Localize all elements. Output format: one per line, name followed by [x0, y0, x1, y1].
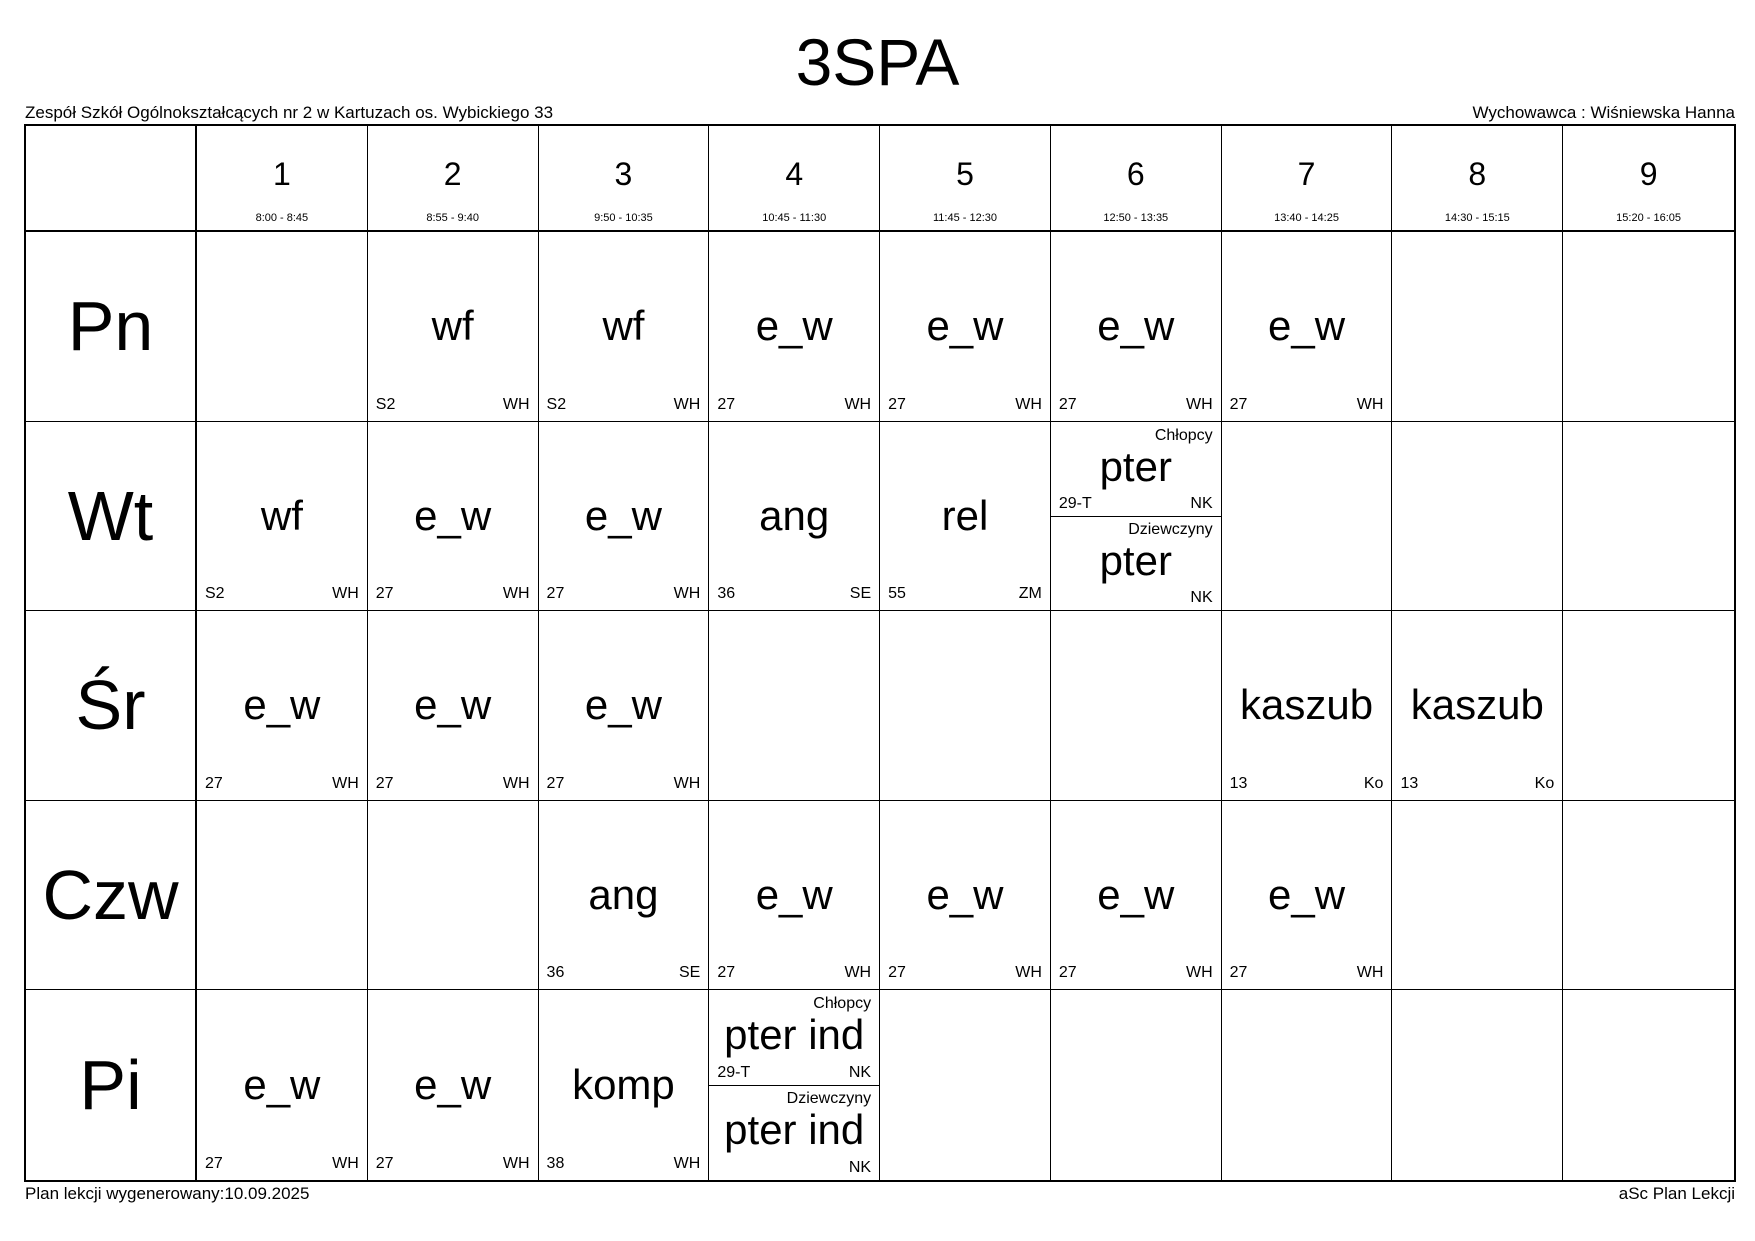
teacher-code: WH [844, 964, 872, 982]
lesson-cell [709, 422, 880, 612]
teacher-code: NK [848, 1159, 872, 1176]
subject: wf [431, 302, 474, 350]
teacher-code: WH [673, 1155, 701, 1172]
page-title: 3SPA [795, 25, 960, 99]
teacher-code: SE [678, 964, 701, 982]
lesson-cell [368, 232, 539, 422]
group-label: Chłopcy [1154, 426, 1213, 444]
day-label: Wt [67, 476, 154, 555]
empty-cell [1051, 611, 1222, 801]
period-header [1222, 126, 1393, 232]
app-credit: aSc Plan Lekcji [1618, 1184, 1735, 1203]
room: 27 [717, 964, 736, 982]
subject: e_w [1097, 871, 1175, 919]
empty-cell [197, 801, 368, 991]
subject: wf [260, 491, 303, 539]
room: 27 [375, 774, 394, 792]
subject: e_w [1268, 302, 1346, 350]
period-number: 5 [956, 156, 974, 192]
period-time: 8:00 - 8:45 [255, 212, 309, 224]
period-header [709, 126, 880, 232]
group-label: Dziewczyny [1128, 520, 1213, 538]
lesson-cell [539, 611, 710, 801]
lesson-cell [1222, 611, 1393, 801]
teacher-code: WH [502, 1155, 530, 1172]
period-time: 12:50 - 13:35 [1103, 212, 1169, 224]
teacher-code: WH [1186, 964, 1213, 982]
period-time: 10:45 - 11:30 [762, 212, 827, 224]
teacher-code: Ko [1363, 774, 1384, 792]
lesson-cell [197, 990, 368, 1180]
day-label: Pn [67, 287, 154, 366]
empty-cell [1392, 422, 1563, 612]
day-cell [26, 422, 197, 612]
subject: ang [588, 871, 659, 919]
lesson-cell [880, 422, 1051, 612]
period-number: 2 [443, 156, 462, 192]
empty-cell [368, 801, 539, 991]
teacher-code: WH [1356, 964, 1384, 982]
room: 27 [546, 585, 565, 603]
teacher-code: WH [502, 395, 530, 413]
room: 27 [888, 395, 906, 413]
teacher-code: WH [1015, 395, 1042, 413]
class-teacher: Wychowawca : Wiśniewska Hanna [1472, 103, 1735, 122]
empty-cell [1563, 232, 1734, 422]
lesson-cell [539, 232, 710, 422]
teacher-code: WH [502, 585, 530, 603]
timetable-grid [24, 124, 1736, 1182]
subject: kaszub [1410, 681, 1544, 729]
period-number: 6 [1126, 156, 1145, 192]
corner-cell [26, 126, 197, 232]
lesson-cell [1051, 801, 1222, 991]
teacher-code: WH [332, 774, 359, 792]
subject: e_w [926, 871, 1004, 919]
period-number: 8 [1468, 156, 1487, 192]
period-number: 4 [785, 156, 804, 192]
day-cell [26, 990, 197, 1180]
lesson-cell [1222, 232, 1393, 422]
lesson-cell [880, 232, 1051, 422]
lesson-cell [1051, 232, 1222, 422]
subject: e_w [755, 871, 833, 919]
room: S2 [375, 395, 396, 413]
period-header [1563, 126, 1734, 232]
room: 27 [375, 585, 394, 603]
day-cell [26, 801, 197, 991]
lesson-cell [368, 611, 539, 801]
group-lesson [709, 990, 879, 1086]
room: 27 [546, 774, 565, 792]
subject: e_w [1097, 302, 1175, 350]
teacher-code: ZM [1018, 585, 1042, 603]
subject: e_w [414, 491, 492, 539]
lesson-cell [539, 422, 710, 612]
teacher-code: SE [849, 585, 872, 603]
room: 27 [1058, 964, 1077, 982]
teacher-code: WH [1356, 395, 1384, 413]
lesson-cell [539, 990, 710, 1180]
room: 27 [205, 774, 223, 792]
teacher-code: WH [332, 1155, 359, 1172]
empty-cell [1563, 990, 1734, 1180]
room: 27 [1229, 395, 1248, 413]
subject: e_w [414, 681, 492, 729]
lesson-cell [368, 422, 539, 612]
period-header [539, 126, 710, 232]
room: 29-T [1058, 494, 1092, 512]
teacher-code: WH [1186, 395, 1213, 413]
room: 29-T [717, 1064, 751, 1082]
period-number: 3 [614, 156, 633, 192]
subject: pter ind [724, 1106, 865, 1154]
empty-cell [1563, 611, 1734, 801]
subject: e_w [414, 1061, 492, 1109]
subject: ang [759, 491, 830, 539]
room: 27 [717, 395, 736, 413]
empty-cell [1392, 801, 1563, 991]
empty-cell [880, 611, 1051, 801]
teacher-code: WH [673, 395, 701, 413]
subject: e_w [755, 302, 833, 350]
subject: e_w [1268, 871, 1346, 919]
teacher-code: Ko [1534, 774, 1555, 792]
room: 36 [717, 585, 736, 603]
empty-cell [1392, 232, 1563, 422]
subject: komp [572, 1061, 675, 1109]
room: 27 [205, 1155, 223, 1172]
group-lesson [1051, 516, 1221, 610]
subject: e_w [584, 681, 662, 729]
room: 27 [1058, 395, 1077, 413]
lesson-cell [368, 990, 539, 1180]
teacher-code: WH [332, 585, 359, 603]
empty-cell [1563, 801, 1734, 991]
day-cell [26, 232, 197, 422]
period-number: 9 [1639, 156, 1658, 192]
room: S2 [546, 395, 567, 413]
generated-date: Plan lekcji wygenerowany:10.09.2025 [25, 1184, 310, 1203]
subject: pter ind [724, 1011, 865, 1059]
room: 55 [888, 585, 906, 603]
period-header [1051, 126, 1222, 232]
lesson-cell [1051, 422, 1222, 612]
empty-cell [1222, 990, 1393, 1180]
group-lesson [709, 1085, 879, 1180]
teacher-code: WH [673, 585, 701, 603]
teacher-code: WH [844, 395, 872, 413]
room: 38 [546, 1155, 565, 1172]
empty-cell [709, 611, 880, 801]
day-label: Pi [79, 1046, 142, 1125]
lesson-cell [1392, 611, 1563, 801]
lesson-cell [197, 422, 368, 612]
subject: pter [1099, 442, 1172, 490]
school-name: Zespół Szkół Ogólnokształcących nr 2 w Kartuzach os. Wybickiego 33 [25, 103, 554, 122]
teacher-code: WH [502, 774, 530, 792]
period-time: 14:30 - 15:15 [1444, 212, 1510, 224]
lesson-cell [709, 232, 880, 422]
period-time: 11:45 - 12:30 [932, 212, 997, 224]
period-number: 1 [272, 156, 291, 192]
period-time: 8:55 - 9:40 [426, 212, 479, 224]
lesson-cell [880, 801, 1051, 991]
room: 27 [375, 1155, 394, 1172]
empty-cell [880, 990, 1051, 1180]
teacher-code: NK [848, 1064, 872, 1082]
room: 27 [888, 964, 906, 982]
room: 27 [1229, 964, 1248, 982]
period-header [368, 126, 539, 232]
period-header [1392, 126, 1563, 232]
period-time: 15:20 - 16:05 [1616, 212, 1682, 224]
teacher-code: WH [673, 774, 701, 792]
day-label: Czw [42, 856, 179, 935]
group-label: Chłopcy [813, 995, 872, 1013]
empty-cell [197, 232, 368, 422]
day-label: Śr [75, 666, 146, 745]
day-cell [26, 611, 197, 801]
group-lesson [1051, 422, 1221, 517]
subject: e_w [926, 302, 1004, 350]
period-time: 9:50 - 10:35 [594, 212, 653, 224]
room: S2 [205, 585, 225, 603]
empty-cell [1563, 422, 1734, 612]
lesson-cell [709, 801, 880, 991]
room: 36 [546, 964, 565, 982]
lesson-cell [1222, 801, 1393, 991]
lesson-cell [709, 990, 880, 1180]
teacher-code: NK [1190, 589, 1213, 607]
period-header [880, 126, 1051, 232]
lesson-cell [197, 611, 368, 801]
teacher-code: NK [1190, 494, 1213, 512]
subject: e_w [243, 681, 321, 729]
empty-cell [1392, 990, 1563, 1180]
room: 13 [1229, 774, 1248, 792]
subject: wf [602, 302, 645, 350]
empty-cell [1222, 422, 1393, 612]
period-number: 7 [1297, 156, 1316, 192]
teacher-code: WH [1015, 964, 1042, 982]
lesson-cell [539, 801, 710, 991]
subject: rel [941, 491, 989, 539]
period-header [197, 126, 368, 232]
empty-cell [1051, 990, 1222, 1180]
subject: pter [1099, 536, 1172, 584]
period-time: 13:40 - 14:25 [1274, 212, 1339, 224]
room: 13 [1400, 774, 1419, 792]
subject: e_w [584, 491, 662, 539]
subject: e_w [243, 1061, 321, 1109]
subject: kaszub [1240, 681, 1374, 729]
group-label: Dziewczyny [786, 1090, 872, 1108]
